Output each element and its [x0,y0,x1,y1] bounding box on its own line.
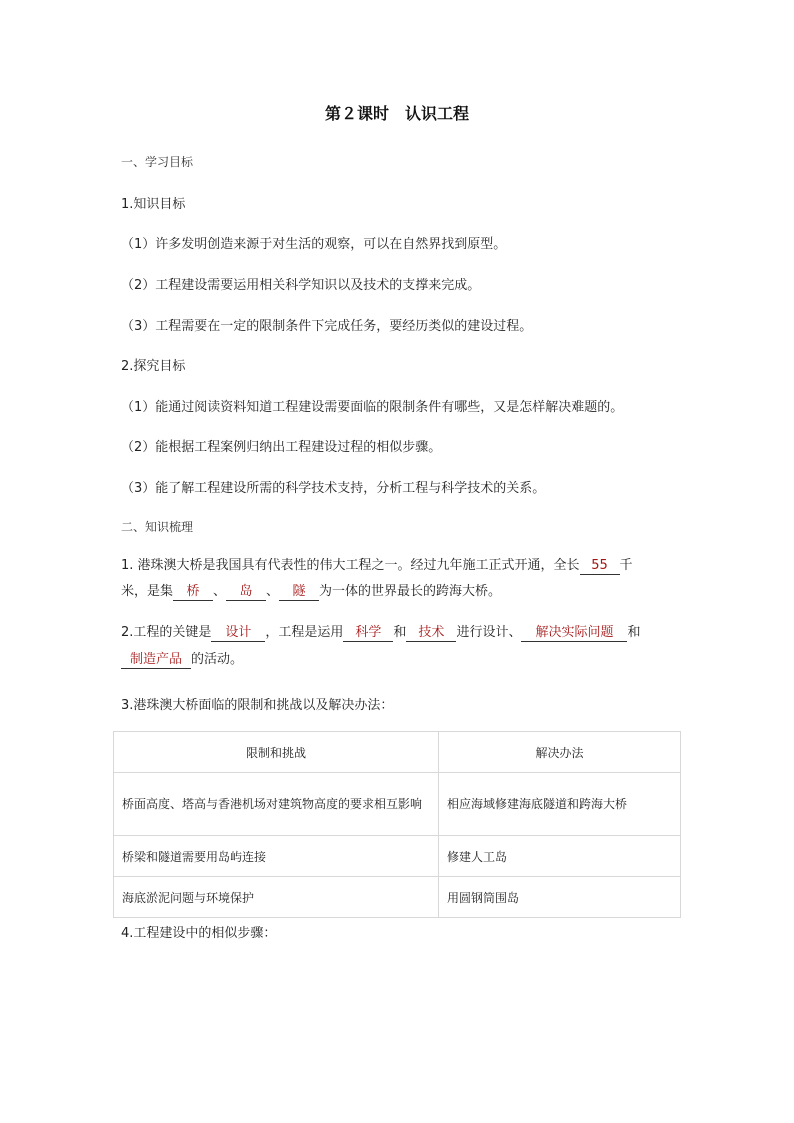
answer-blank-make-products: 制造产品 [121,652,191,669]
table-row [114,773,681,836]
separator: 、 [266,584,280,599]
explore-item-2: （2）能根据工程案例归纳出工程建设过程的相似步骤。 [121,440,442,455]
question-2-line-2 [121,647,681,673]
q1-text: 千 [619,558,633,573]
explore-item-1: （1）能通过阅读资料知道工程建设需要面临的限制条件有哪些，又是怎样解决难题的。 [121,400,624,415]
answer-blank-science: 科学 [343,625,393,642]
table-header-solutions: 解决办法 [439,732,681,773]
answer-blank-tunnel: 隧 [279,584,319,601]
subheading-explore-goal: 2.探究目标 [121,359,186,374]
question-1-line-2 [121,579,681,605]
answer-blank-solve-problems: 解决实际问题 [521,625,627,642]
section-heading-review: 二、知识梳理 [121,520,194,534]
separator: 、 [213,584,227,599]
question-3: 3.港珠澳大桥面临的限制和挑战以及解决办法： [121,698,394,713]
knowledge-item-3: （3）工程需要在一定的限制条件下完成任务，要经历类似的建设过程。 [121,319,533,334]
explore-item-3: （3）能了解工程建设所需的科学技术支持，分析工程与科学技术的关系。 [121,481,546,496]
knowledge-item-1: （1）许多发明创造来源于对生活的观察，可以在自然界找到原型。 [121,237,507,252]
table-cell-solution: 修建人工岛 [439,836,681,877]
q2-text: 2.工程的关键是 [121,625,212,640]
q2-text: 进行设计、 [456,625,522,640]
q2-text: 和 [627,625,641,640]
table-cell-solution: 用圆钢筒围岛 [439,877,681,918]
q1-text: 1. 港珠澳大桥是我国具有代表性的伟大工程之一。经过九年施工正式开通，全长 [121,558,580,573]
knowledge-item-2: （2）工程建设需要运用相关科学知识以及技术的支撑来完成。 [121,278,481,293]
table-row [114,836,681,877]
subheading-knowledge-goal: 1.知识目标 [121,197,186,212]
answer-blank-length: 55 [580,558,620,575]
page-title: 第２课时 认识工程 [324,104,469,123]
answer-blank-island: 岛 [226,584,266,601]
table-cell-limit: 桥梁和隧道需要用岛屿连接 [114,836,439,877]
table-cell-limit: 桥面高度、塔高与香港机场对建筑物高度的要求相互影响 [114,773,439,836]
table-row [114,877,681,918]
section-heading-goals: 一、学习目标 [121,155,194,169]
answer-blank-technology: 技术 [406,625,456,642]
question-4: 4.工程建设中的相似步骤： [121,926,277,941]
q1-text: 为一体的世界最长的跨海大桥。 [319,584,502,599]
answer-blank-design: 设计 [211,625,265,642]
question-2-line-1 [121,620,681,646]
table-cell-limit: 海底淤泥问题与环境保护 [114,877,439,918]
question-1-line-1 [121,553,681,579]
table-header-row [114,732,681,773]
table-header-limits: 限制和挑战 [114,732,439,773]
q1-text: 米，是集 [121,584,174,599]
answer-blank-bridge: 桥 [173,584,213,601]
limits-table [113,731,681,918]
q2-text: 和 [393,625,407,640]
table-cell-solution: 相应海域修建海底隧道和跨海大桥 [439,773,681,836]
q2-text: 的活动。 [191,652,244,667]
q2-text: ，工程是运用 [265,625,344,640]
